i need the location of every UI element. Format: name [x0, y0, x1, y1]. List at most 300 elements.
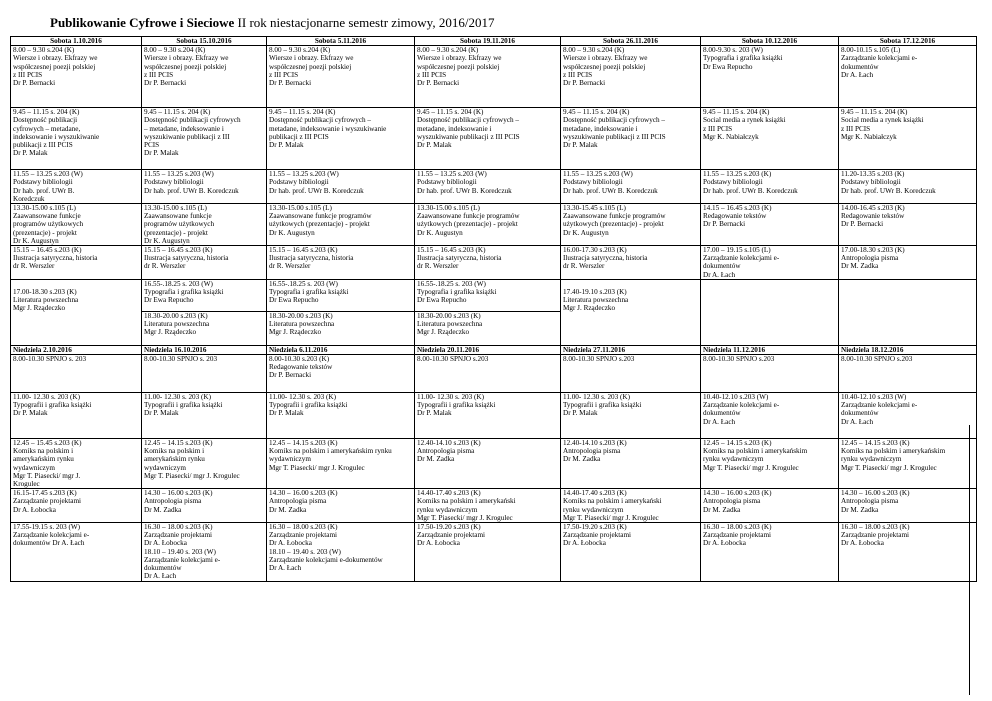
class-cell: [11, 523, 142, 581]
class-line: Dr P. Malak: [269, 141, 304, 150]
class-line: 11.55 – 13.25 s.203 (W): [417, 170, 487, 179]
class-line: Dr hab. prof. UWr B. Koredczuk: [841, 186, 936, 195]
class-line: Mgr J. Rządeczko: [144, 328, 197, 337]
class-line: dokumentów: [703, 409, 741, 418]
class-cell: [839, 489, 977, 523]
class-line: Dr hab. prof. UWr B. Koredczuk: [563, 186, 658, 195]
class-line: 15.15 – 16.45 s.203 (K): [144, 246, 213, 255]
class-cell: [839, 355, 977, 393]
class-line: Dr K. Augustyn: [563, 228, 609, 237]
class-line: 8.00 – 9.30 s.204 (K): [417, 46, 479, 55]
class-line: Ilustracja satyryczna, historia: [13, 254, 98, 263]
class-cell: [267, 46, 415, 108]
class-line: indeksowanie i wyszukiwanie: [13, 132, 100, 141]
class-line: 8.00-10.30 SPNJO s.203: [563, 355, 635, 364]
class-line: Typografii i grafika książki: [417, 401, 496, 410]
class-line: Typografii i grafika książki: [13, 401, 92, 410]
class-line: Mgr T. Piasecki/ mgr J. Krogulec: [417, 513, 513, 522]
class-cell: [267, 439, 415, 489]
class-cell: [839, 108, 977, 170]
class-line: dokumentów: [841, 409, 879, 418]
class-cell: [11, 355, 142, 393]
day-header: Niedziela 20.11.2016: [415, 345, 561, 354]
class-cell: [415, 246, 561, 280]
class-line: dokumentów: [703, 262, 741, 271]
class-cell: [561, 279, 701, 345]
class-line: wyszukiwanie publikacji z III PCIS: [563, 132, 666, 141]
class-line: współczesnej poezji polskiej: [563, 62, 646, 71]
class-line: Dr hab. prof. UWr B. Koredczuk: [144, 186, 239, 195]
class-line: Typografii i grafika książki: [269, 401, 348, 410]
class-line: Dr K. Augustyn: [269, 228, 315, 237]
class-line: Ilustracja satyryczna, historia: [563, 254, 648, 263]
class-line: z III PCIS: [703, 124, 733, 133]
class-line: 17.50-19.20 s.203 (K): [417, 523, 481, 532]
class-line: rynku wydawniczym: [417, 505, 478, 514]
class-line: Typografia i grafika książki: [144, 288, 224, 297]
class-line: Ilustracja satyryczna, historia: [269, 254, 354, 263]
class-line: 17.00-18.30 s.203 (K): [13, 288, 77, 297]
class-line: 8.00-10.30 SPNJO s.203: [841, 355, 913, 364]
class-line: 8.00-10.30 SPNJO s.203: [703, 355, 775, 364]
class-line: dr R. Werszler: [13, 262, 55, 271]
class-line: Wiersze i obrazy. Ekfrazy we: [144, 54, 229, 63]
class-line: Typografia i grafika książki: [703, 54, 783, 63]
class-line: Wiersze i obrazy. Ekfrazy we: [563, 54, 648, 63]
class-line: 12.45 – 15.45 s.203 (K): [13, 439, 82, 448]
class-cell: [701, 246, 839, 280]
class-line: Mgr T. Piasecki/ mgr J. Krogulec: [703, 463, 799, 472]
class-line: dr R. Werszler: [563, 262, 605, 271]
sunday-row: [11, 393, 977, 439]
saturday-row: [11, 279, 977, 311]
class-cell: [839, 393, 977, 439]
document-title: [50, 15, 494, 31]
class-line: publikacji z III PCIS: [13, 141, 73, 150]
class-line: Redagowanie tekstów: [703, 212, 767, 221]
class-line: 14.30 – 16.00 s.203 (K): [269, 489, 338, 498]
class-line: 11.20-13.35 s.203 (K): [841, 170, 905, 179]
class-line: Antropologia pisma: [703, 497, 761, 506]
class-line: Dr M. Zadka: [144, 505, 182, 514]
class-line: Dr P. Bernacki: [13, 79, 56, 88]
class-line: dr R. Werszler: [417, 262, 459, 271]
class-line: Dr Ewa Repucho: [269, 296, 319, 305]
class-line: programów użytkowych: [13, 220, 84, 229]
class-line: Zarządzanie kolekcjami e-: [13, 531, 90, 540]
class-line: wydawniczym: [269, 455, 311, 464]
day-header: Niedziela 27.11.2016: [561, 345, 701, 354]
class-line: 18.10 – 19.40 s. 203 (W): [269, 547, 341, 556]
day-header: Sobota 19.11.2016: [415, 37, 561, 46]
class-line: 15.15 – 16.45 s.203 (K): [13, 246, 82, 255]
class-line: Dr hab. prof. UWr B.: [13, 186, 75, 195]
class-line: Dr A. Łach: [703, 270, 736, 279]
document-title-bold: Publikowanie Cyfrowe i Sieciowe: [50, 15, 235, 30]
class-line: Dr Ewa Repucho: [144, 296, 194, 305]
class-line: Krogulec: [13, 480, 40, 489]
class-line: 11.00- 12.30 s. 203 (K): [144, 393, 212, 402]
class-line: z III PCIS: [269, 70, 299, 79]
class-line: Dr M. Zadka: [703, 505, 741, 514]
class-line: Social media a rynek książki: [703, 116, 786, 125]
class-line: 14.30 – 16.00 s.203 (K): [841, 489, 910, 498]
class-line: Mgr J. Rządeczko: [269, 328, 322, 337]
class-line: Mgr T. Piasecki/ mgr J. Krogulec: [269, 463, 365, 472]
saturday-row: [11, 46, 977, 108]
class-line: Dr P. Bernacki: [703, 220, 746, 229]
class-line: z III PCIS: [13, 70, 43, 79]
class-line: Typografii i grafika książki: [563, 401, 642, 410]
class-line: dr R. Werszler: [269, 262, 311, 271]
class-line: 11.00- 12.30 s. 203 (K): [13, 393, 81, 402]
class-line: Antropologia pisma: [841, 254, 899, 263]
class-line: Dr A. Łach: [269, 564, 302, 573]
class-cell: [11, 279, 142, 345]
class-cell: [701, 355, 839, 393]
class-cell: [701, 204, 839, 246]
class-cell: [415, 393, 561, 439]
class-cell: [561, 439, 701, 489]
schedule-table: [10, 36, 977, 582]
class-line: Redagowanie tekstów: [841, 212, 905, 221]
class-line: Komiks na polskim i amerykańskim rynku: [269, 447, 392, 456]
class-line: PCIS: [144, 141, 160, 150]
class-line: Dr A. Łobocka: [841, 539, 884, 548]
class-line: Dr hab. prof. UWr B. Koredczuk: [269, 186, 364, 195]
class-line: 16.30 – 18.00 s.203 (K): [144, 523, 213, 532]
class-line: Literatura powszechna: [563, 296, 629, 305]
class-line: 15.15 – 16.45 s.203 (K): [417, 246, 486, 255]
class-line: 9.45 – 11.15 s. 204 (K): [703, 108, 770, 117]
class-line: z III PCIS: [417, 70, 447, 79]
class-line: wyszukiwanie publikacji z III PCIS: [417, 132, 520, 141]
class-cell: [415, 489, 561, 523]
class-cell: [142, 355, 267, 393]
sunday-row: [11, 355, 977, 393]
class-line: 12.45 – 14.15 s.203 (K): [841, 439, 910, 448]
class-line: Zarządzanie kolekcjami e-: [841, 401, 918, 410]
class-line: Komiks na polskim i amerykański: [563, 497, 662, 506]
class-line: Mgr J. Rządeczko: [563, 304, 616, 313]
class-line: (prezentacje) - projekt: [144, 228, 208, 237]
class-line: Podstawy bibliologii: [563, 178, 623, 187]
class-cell: [11, 489, 142, 523]
class-line: 16.30 – 18.00 s.203 (K): [269, 523, 338, 532]
class-cell: [267, 170, 415, 204]
day-header: Sobota 15.10.2016: [142, 37, 267, 46]
class-line: Dr P. Malak: [269, 409, 304, 418]
class-cell: [142, 393, 267, 439]
class-cell: [11, 204, 142, 246]
class-cell: [142, 439, 267, 489]
class-line: [13, 280, 139, 288]
class-cell: [701, 279, 839, 345]
class-cell: [415, 355, 561, 393]
class-line: 12.45 – 14.15 s.203 (K): [703, 439, 772, 448]
class-line: wydawniczym: [144, 463, 186, 472]
class-line: 13.30-15.00 s.105 (L): [13, 204, 76, 213]
class-cell: [561, 355, 701, 393]
class-cell: [142, 170, 267, 204]
class-line: rynku wydawniczym: [841, 455, 902, 464]
class-cell: [701, 439, 839, 489]
class-line: Koredczuk: [13, 194, 45, 203]
class-line: 11.55 – 13.25 s.203 (W): [563, 170, 633, 179]
class-line: 8.00-10.30 SPNJO s. 203: [13, 355, 87, 364]
class-line: wydawniczym: [13, 463, 55, 472]
class-line: 8.00-10.30 SPNJO s. 203: [144, 355, 218, 364]
class-line: 16.30 – 18.00 s.203 (K): [841, 523, 910, 532]
class-line: [563, 280, 698, 288]
class-line: – metadane, indeksowanie i: [144, 124, 224, 133]
day-header: Sobota 26.11.2016: [561, 37, 701, 46]
class-cell: [839, 204, 977, 246]
class-line: Antropologia pisma: [417, 447, 475, 456]
class-line: 13.30-15.45 s.105 (L): [563, 204, 626, 213]
class-cell: [415, 170, 561, 204]
class-cell: [701, 170, 839, 204]
class-line: Zaawansowane funkcje: [13, 212, 81, 221]
class-line: 8.00 – 9.30 s.204 (K): [144, 46, 206, 55]
class-line: 16.55-.18.25 s. 203 (W): [144, 279, 213, 288]
class-cell: [142, 279, 267, 311]
day-header: Sobota 1.10.2016: [11, 37, 142, 46]
class-line: Redagowanie tekstów: [269, 363, 333, 372]
class-line: Dr P. Malak: [417, 409, 452, 418]
class-line: Mgr T. Piasecki/ mgr J. Krogulec: [144, 471, 240, 480]
class-line: Dostępność publikacji cyfrowych –: [417, 116, 519, 125]
class-cell: [11, 108, 142, 170]
day-header: Niedziela 2.10.2016: [11, 345, 142, 354]
class-line: 16.55-.18.25 s. 203 (W): [417, 279, 486, 288]
class-line: Podstawy bibliologii: [269, 178, 329, 187]
class-cell: [267, 355, 415, 393]
class-line: Zarządzanie projektami: [703, 531, 772, 540]
class-line: Mgr T. Piasecki/ mgr J. Krogulec: [841, 463, 937, 472]
class-line: Antropologia pisma: [144, 497, 202, 506]
class-line: Zaawansowane funkcje programów: [563, 212, 666, 221]
class-line: Dostępność publikacji cyfrowych –: [563, 116, 665, 125]
class-line: Dr M. Zadka: [417, 455, 455, 464]
class-line: Dr M. Zadka: [841, 505, 879, 514]
class-line: Dr A. Łobocka: [703, 539, 746, 548]
class-line: Komiks na polskim i: [144, 447, 205, 456]
class-cell: [701, 523, 839, 581]
class-cell: [701, 489, 839, 523]
class-cell: [11, 393, 142, 439]
class-line: Mgr K. Nabiałczyk: [841, 132, 897, 141]
class-line: 8.00 – 9.30 s.204 (K): [13, 46, 75, 55]
class-line: 9.45 – 11.15 s. 204 (K): [144, 108, 211, 117]
class-line: 12.45 – 14.15 s.203 (K): [269, 439, 338, 448]
class-line: 9.45 – 11.15 s. 204 (K): [841, 108, 908, 117]
class-line: Dr Ewa Repucho: [417, 296, 467, 305]
class-line: Dr P. Malak: [563, 141, 598, 150]
class-line: 14.15 – 16.45 s.203 (K): [703, 204, 772, 213]
class-cell: [415, 204, 561, 246]
class-cell: [839, 523, 977, 581]
class-line: Dr P. Bernacki: [144, 79, 187, 88]
class-cell: [415, 108, 561, 170]
class-line: z III PCIS: [144, 70, 174, 79]
class-line: 11.55 – 13.25 s.203 (K): [703, 170, 772, 179]
class-line: 15.15 – 16.45 s.203 (K): [269, 246, 338, 255]
class-line: cyfrowych – metadane,: [13, 124, 81, 133]
class-line: Zaawansowane funkcje: [144, 212, 212, 221]
class-cell: [415, 46, 561, 108]
class-cell: [267, 279, 415, 311]
class-line: Typografia i grafika książki: [269, 288, 349, 297]
class-line: Dostępność publikacji cyfrowych –: [269, 116, 371, 125]
class-cell: [701, 108, 839, 170]
class-line: Podstawy bibliologii: [144, 178, 204, 187]
class-cell: [415, 439, 561, 489]
class-line: Mgr K. Nabiałczyk: [703, 132, 759, 141]
class-line: z III PCIS: [841, 124, 871, 133]
class-line: amerykańskim rynku: [144, 455, 205, 464]
class-line: Literatura powszechna: [269, 320, 335, 329]
class-line: dokumentów: [841, 62, 879, 71]
class-line: Dr A. Łobocka: [144, 539, 187, 548]
class-cell: [267, 204, 415, 246]
class-line: Dr M. Zadka: [563, 455, 601, 464]
class-cell: [267, 393, 415, 439]
class-line: Dr K. Augustyn: [13, 236, 59, 245]
class-line: Antropologia pisma: [269, 497, 327, 506]
class-line: Zarządzanie kolekcjami e-: [144, 555, 221, 564]
class-line: Zarządzanie kolekcjami e-: [841, 54, 918, 63]
class-line: Dr A. Łobocka: [563, 539, 606, 548]
class-line: Mgr J. Rządeczko: [13, 304, 66, 313]
day-header: Sobota 10.12.2016: [701, 37, 839, 46]
class-line: 17.50-19.20 s.203 (K): [563, 523, 627, 532]
class-line: 9.45 – 11.15 s. 204 (K): [13, 108, 80, 117]
day-header: Niedziela 16.10.2016: [142, 345, 267, 354]
class-cell: [701, 393, 839, 439]
class-cell: [839, 246, 977, 280]
class-line: Dr Ewa Repucho: [703, 62, 753, 71]
class-line: Zaawansowane funkcje programów: [417, 212, 520, 221]
class-line: wyszukiwanie publikacji z III: [144, 132, 230, 141]
class-cell: [142, 523, 267, 581]
class-line: 9.45 – 11.15 s. 204 (K): [417, 108, 484, 117]
class-line: 8.00-9.30 s. 203 (W): [703, 46, 763, 55]
class-line: Dr A. Łobocka: [269, 539, 312, 548]
class-line: publikacji z III PCIS: [269, 132, 329, 141]
class-line: Dr A. Łach: [841, 417, 874, 426]
saturday-row: [11, 170, 977, 204]
saturday-row: [11, 246, 977, 280]
class-line: 13.30-15.00 s.105 (L): [269, 204, 332, 213]
sunday-row: [11, 439, 977, 489]
class-line: Zarządzanie kolekcjami e-dokumentów: [269, 555, 383, 564]
class-line: użytkowych (prezentacje) - projekt: [417, 220, 518, 229]
class-line: Podstawy bibliologii: [841, 178, 901, 187]
class-line: Zarządzanie projektami: [417, 531, 486, 540]
class-line: 8.00-10.15 s.105 (L): [841, 46, 901, 55]
day-header: Sobota 17.12.2016: [839, 37, 977, 46]
class-line: Zarządzanie projektami: [144, 531, 213, 540]
class-cell: [561, 246, 701, 280]
class-line: Typografii i grafika książki: [144, 401, 223, 410]
class-cell: [142, 204, 267, 246]
class-line: 11.00- 12.30 s. 203 (K): [269, 393, 337, 402]
class-line: Dostępność publikacji cyfrowych: [144, 116, 241, 125]
class-cell: [839, 279, 977, 345]
class-line: 16.55-.18.25 s. 203 (W): [269, 279, 338, 288]
class-line: 16.15-17.45 s.203 (K): [13, 489, 77, 498]
class-line: 18.30-20.00 s.203 (K): [269, 311, 333, 320]
class-line: z III PCIS: [563, 70, 593, 79]
class-line: Literatura powszechna: [144, 320, 210, 329]
saturday-row: [11, 108, 977, 170]
class-line: 10.40-12.10 s.203 (W): [703, 393, 769, 402]
class-line: 11.55 – 13.25 s.203 (W): [269, 170, 339, 179]
class-line: 8.00 – 9.30 s.204 (K): [563, 46, 625, 55]
class-line: metadane, indeksowanie i: [563, 124, 638, 133]
saturday-header-row: [11, 37, 977, 46]
class-line: Literatura powszechna: [13, 296, 79, 305]
class-line: Zarządzanie projektami: [269, 531, 338, 540]
class-line: Komiks na polskim i amerykańskim: [841, 447, 946, 456]
class-line: 8.00-10.30 s.203 (K): [269, 355, 330, 364]
class-line: Literatura powszechna: [417, 320, 483, 329]
class-line: Dr P. Bernacki: [269, 371, 312, 380]
class-line: Antropologia pisma: [841, 497, 899, 506]
class-line: 16.30 – 18.00 s.203 (K): [703, 523, 772, 532]
class-line: Ilustracja satyryczna, historia: [417, 254, 502, 263]
class-line: Dr P. Malak: [144, 149, 179, 158]
class-line: 17.00-18.30 s.203 (K): [841, 246, 905, 255]
class-line: Podstawy bibliologii: [703, 178, 763, 187]
class-line: 11.55 – 13.25 s.203 (W): [13, 170, 83, 179]
class-cell: [561, 46, 701, 108]
class-line: Komiks na polskim i amerykański: [417, 497, 516, 506]
class-line: metadane, indeksowanie i wyszukiwanie: [269, 124, 387, 133]
class-line: Zarządzanie projektami: [13, 497, 82, 506]
class-line: Dr P. Bernacki: [417, 79, 460, 88]
class-cell: [142, 108, 267, 170]
class-cell: [839, 439, 977, 489]
class-cell: [11, 170, 142, 204]
class-line: współczesnej poezji polskiej: [417, 62, 500, 71]
class-line: 14.00-16.45 s.203 (K): [841, 204, 905, 213]
class-line: 10.40-12.10 s.203 (W): [841, 393, 907, 402]
day-header: Niedziela 11.12.2016: [701, 345, 839, 354]
class-line: Podstawy bibliologii: [13, 178, 73, 187]
class-line: 14.40-17.40 s.203 (K): [563, 489, 627, 498]
class-line: Dr P. Malak: [417, 141, 452, 150]
class-line: Mgr T. Piasecki/ mgr J. Krogulec: [563, 513, 659, 522]
class-cell: [142, 311, 267, 345]
class-cell: [142, 489, 267, 523]
class-cell: [267, 246, 415, 280]
class-cell: [415, 523, 561, 581]
sunday-row: [11, 523, 977, 581]
class-line: 9.45 – 11.15 s. 204 (K): [563, 108, 630, 117]
class-cell: [11, 46, 142, 108]
class-line: Dr hab. prof. UWr B. Koredczuk: [703, 186, 798, 195]
class-line: Antropologia pisma: [563, 447, 621, 456]
class-line: 14.30 – 16.00 s.203 (K): [144, 489, 213, 498]
class-line: 12.40-14.10 s.203 (K): [417, 439, 481, 448]
class-line: Dr A. Łobocka: [417, 539, 460, 548]
class-line: Dostępność publikacji: [13, 116, 78, 125]
class-line: Social media a rynek książki: [841, 116, 924, 125]
class-line: Dr hab. prof. UWr B. Koredczuk: [417, 186, 512, 195]
class-line: 17.00 – 19.15 s.105 (L): [703, 246, 771, 255]
